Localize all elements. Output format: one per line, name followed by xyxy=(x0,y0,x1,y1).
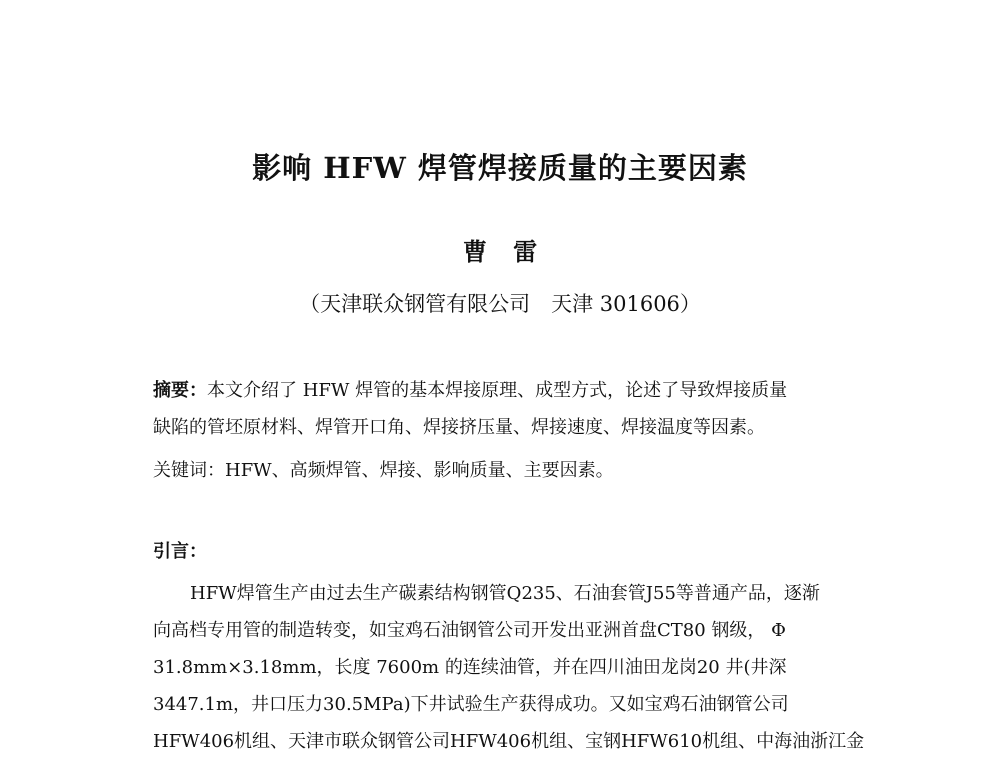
abstract-section xyxy=(153,372,858,446)
author-name: 曹 雷 xyxy=(462,237,538,266)
abstract-line-1 xyxy=(153,372,858,409)
body-line-2: 向高档专用管的制造转变，如宝鸡石油钢管公司开发出亚洲首盘CT80 钢级， Φ xyxy=(153,620,786,641)
introduction-body xyxy=(153,575,865,760)
body-line-1: HFW焊管生产由过去生产碳素结构钢管Q235、石油套管J55等普通产品，逐渐 xyxy=(190,583,820,604)
keywords-section xyxy=(153,452,858,489)
abstract-text-1: 本文介绍了 HFW 焊管的基本焊接原理、成型方式，论述了导致焊接质量 xyxy=(207,380,788,401)
introduction-heading: 引言： xyxy=(153,541,207,562)
body-line-4: 3447.1m，井口压力30.5MPa)下井试验生产获得成功。又如宝鸡石油钢管公司 xyxy=(153,694,789,715)
body-line-5: HFW406机组、天津市联众钢管公司HFW406机组、宝钢HFW610机组、中海油浙江金 xyxy=(153,731,865,752)
paper-title: 影响 HFW 焊管焊接质量的主要因素 xyxy=(252,151,748,185)
body-line-3: 31.8mm×3.18mm，长度 7600m 的连续油管，并在四川油田龙岗20 井(井深 xyxy=(153,657,787,678)
keywords-line xyxy=(153,452,858,489)
author-affiliation: （天津联众钢管有限公司 天津 301606） xyxy=(299,292,701,316)
keywords-label: 关键词： xyxy=(153,460,225,481)
abstract-line-2: 缺陷的管坯原材料、焊管开口角、焊接挤压量、焊接速度、焊接温度等因素。 xyxy=(153,417,765,438)
keywords-text: HFW、高频焊管、焊接、影响质量、主要因素。 xyxy=(225,460,614,481)
abstract-label: 摘要： xyxy=(153,380,207,401)
